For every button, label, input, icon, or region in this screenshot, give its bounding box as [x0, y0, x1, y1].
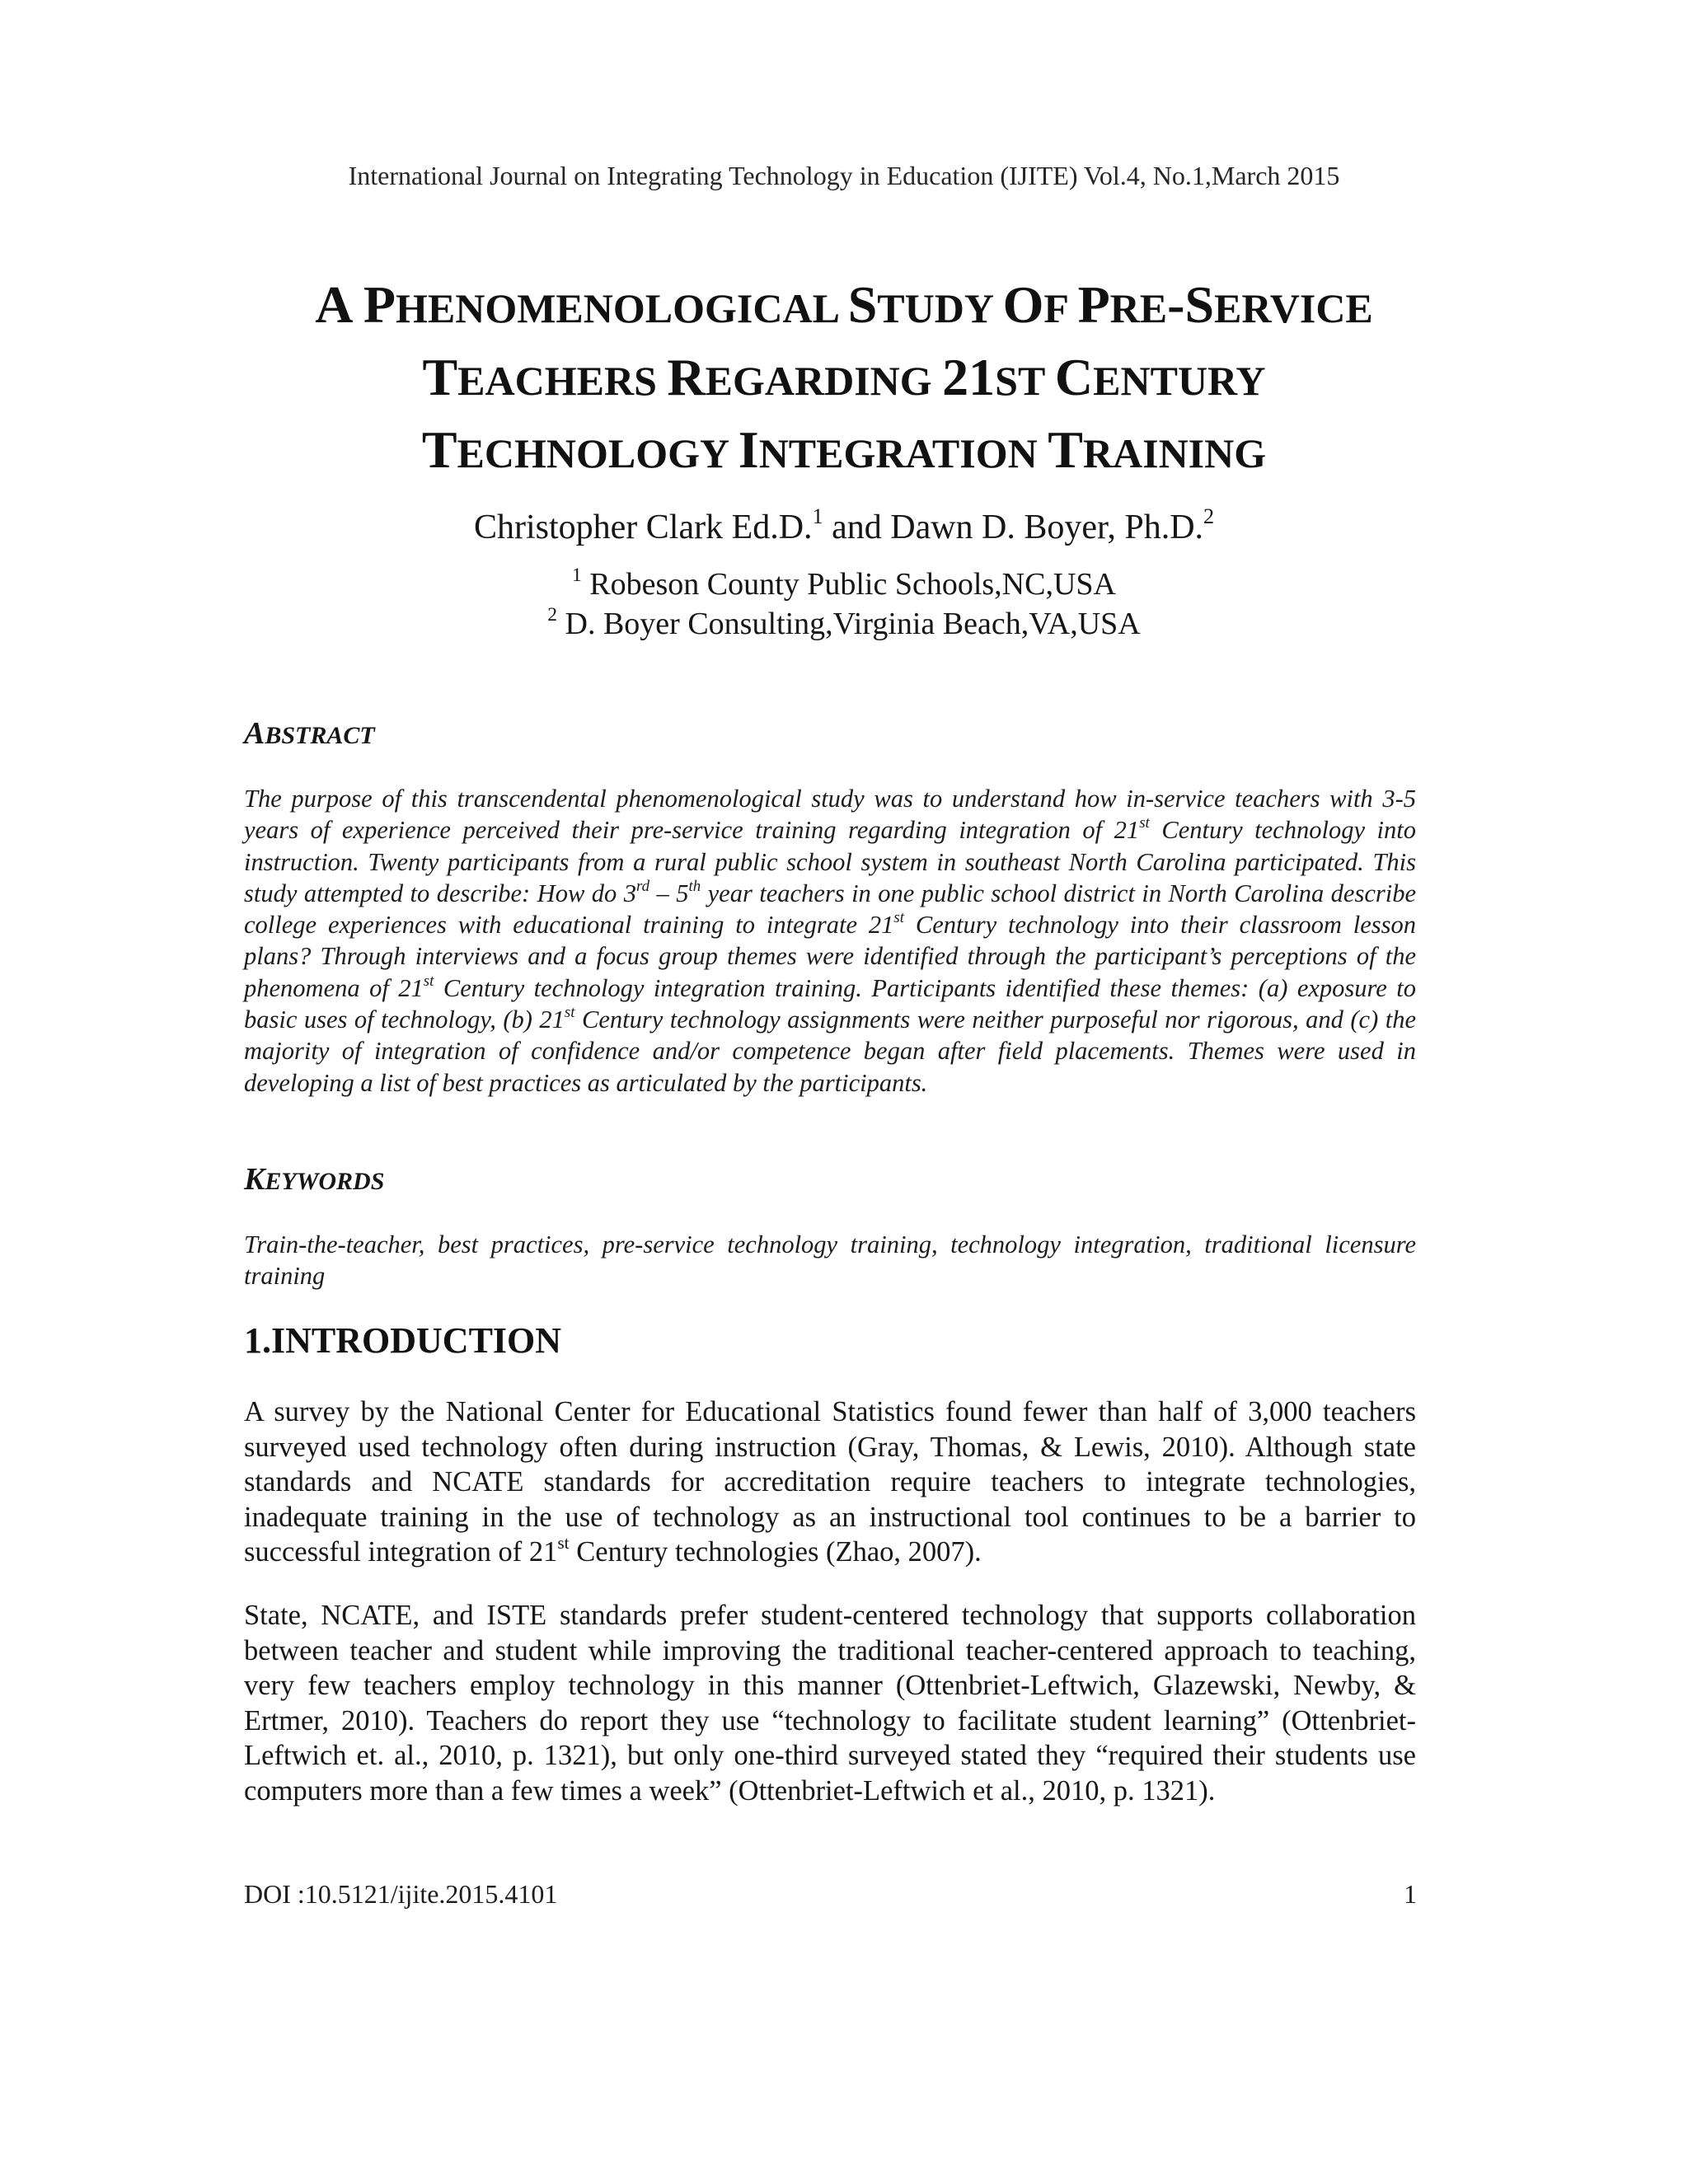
paper-title: [0, 270, 1688, 488]
doi: DOI :10.5121/ijite.2015.4101: [244, 1879, 558, 1909]
ordinal-superscript: st: [423, 972, 434, 990]
author-list: [0, 504, 1688, 551]
ordinal-superscript: st: [557, 1533, 570, 1554]
affil-marker: 2: [547, 604, 558, 626]
body-paragraph: State, NCATE, and ISTE standards prefer student-centered technology that supports collaboration between teacher and student while improving the traditional teacher-centered approach to teaching, very few teachers employ technology in this manner (Ottenbriet-Leftwich, Glazewski, Newby, & Ertmer, 2010). Teachers do report they use “technology to facilitate student learning” (Ottenbriet-Leftwich et. al., 2010, p. 1321), but only one-third surveyed stated they “required their students use computers more than a few times a week” (Ottenbriet-Leftwich et al., 2010, p. 1321).: [244, 1600, 1416, 1807]
journal-header: International Journal on Integrating Technology in Education (IJITE) Vol.4, No.1,March 2015: [348, 161, 1340, 190]
ordinal-superscript: st: [1139, 814, 1150, 832]
author-name: Dawn D. Boyer, Ph.D.: [890, 509, 1204, 546]
body-paragraph: A survey by the National Center for Educational Statistics found fewer than half of 3,000 teachers surveyed used technology often during instruction (Gray, Thomas, & Lewis, 2010). Although state standards and NCATE standards for accreditation require teachers to integrate technologies, inadequate training in the use of technology as an instructional tool continues to be a barrier to successful integration of 21st Century technologies (Zhao, 2007).: [244, 1396, 1416, 1568]
abstract-text: The purpose of this transcendental phenomenological study was to understand how in-service teachers with 3-5 years of experience perceived their pre-service training regarding integration of 21st Century technology into instruction. Twenty participants from a rural public school system in southeast North Carolina participated. This study attempted to describe: How do 3rd – 5th year teachers in one public school district in North Carolina describe college experiences with educational training to integrate 21st Century technology into their classroom lesson plans? Through interviews and a focus group themes were identified through the participant’s perceptions of the phenomena of 21st Century technology integration training. Participants identified these themes: (a) exposure to basic uses of technology, (b) 21st Century technology assignments were neither purposeful nor rigorous, and (c) the majority of integration of confidence and/or competence began after field placements. Themes were used in developing a list of best practices as articulated by the participants.: [244, 785, 1417, 1097]
keywords-text: Train-the-teacher, best practices, pre-service technology training, technology integration, traditional licensure training: [244, 1230, 1416, 1291]
author-name: Christopher Clark Ed.D.: [473, 509, 813, 546]
affiliation: $^2$ D. Boyer Consulting,Virginia Beach,VA,USA: [547, 604, 1141, 641]
title-line: TECHNOLOGY INTEGRATION TRAINING: [421, 420, 1267, 479]
title-line: TEACHERS REGARDING 21ST CENTURY: [422, 348, 1266, 406]
affiliation: $^1$ Robeson County Public Schools,NC,USA: [572, 565, 1116, 602]
affiliations: [0, 565, 1688, 644]
ordinal-superscript: st: [893, 909, 905, 927]
abstract-heading: ABSTRACT: [244, 716, 375, 751]
affil-marker: 1: [572, 565, 582, 586]
ordinal-superscript: st: [564, 1004, 575, 1022]
author-affil-marker: 2: [1203, 504, 1215, 529]
keywords-heading: KEYWORDS: [244, 1162, 385, 1197]
page-number: 1: [1404, 1879, 1417, 1909]
section-heading: 1.INTRODUCTION: [244, 1320, 562, 1361]
title-line: A PHENOMENOLOGICAL STUDY OF PRE-SERVICE: [315, 275, 1373, 334]
ordinal-superscript: th: [688, 877, 701, 895]
ordinal-superscript: rd: [635, 877, 650, 895]
author-affil-marker: 1: [812, 504, 823, 529]
author-conjunction: and: [823, 509, 891, 546]
